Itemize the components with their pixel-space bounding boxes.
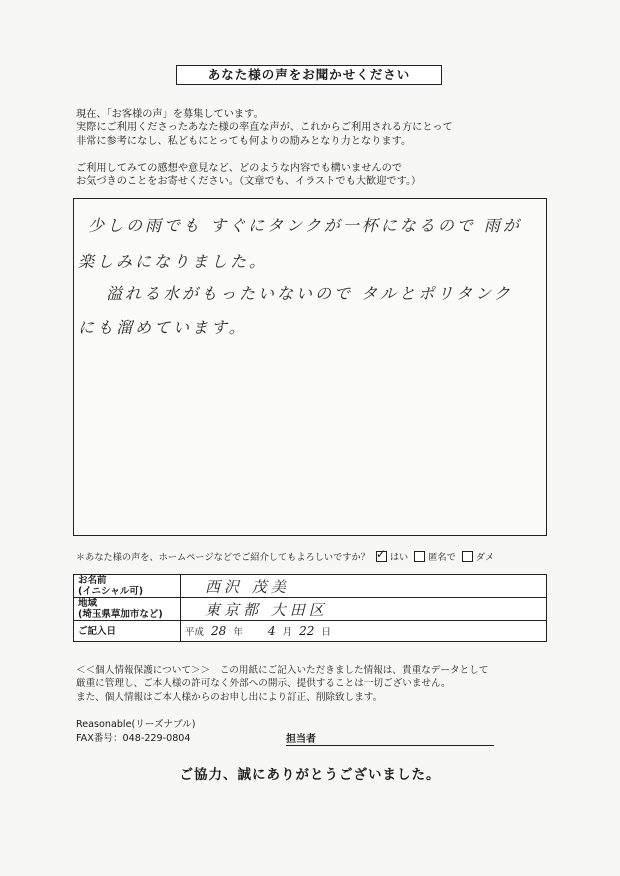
date-label: ご記入日 (74, 621, 181, 642)
info-table (73, 574, 547, 642)
date-day: 22 (299, 624, 315, 638)
checkbox-checked-icon[interactable] (376, 551, 387, 562)
consent-question (76, 549, 494, 563)
name-label-main: お名前 (78, 575, 107, 586)
intro-line: 現在、「お客様の声」を募集しています。 (76, 109, 264, 120)
date-month: 4 (267, 624, 276, 638)
privacy-line: 厳重に管理し、ご本人様の許可なく外部への開示、提供することは一切ございません。 (76, 678, 451, 690)
name-label (74, 575, 181, 598)
staff-field[interactable] (286, 730, 494, 746)
consent-option-anonymous[interactable] (414, 549, 456, 563)
comment-line: 少しの雨でも すぐにタンクが一杯になるので 雨が (88, 216, 522, 235)
consent-option-label: はい (389, 552, 409, 563)
consent-option-label: ダメ (475, 552, 495, 563)
checkbox-icon[interactable] (414, 551, 425, 562)
consent-option-label: 匿名で (428, 552, 456, 563)
date-era: 平成 (185, 627, 205, 638)
intro-line: 非常に参考になし、私どもにとっても何よりの励みとなり力となります。 (76, 135, 412, 147)
comment-line: にも溜めています。 (78, 318, 248, 337)
date-month-unit: 月 (282, 627, 293, 638)
date-year-unit: 年 (233, 627, 243, 638)
date-row (74, 621, 547, 642)
date-year: 28 (211, 624, 227, 638)
thanks-message: ご協力、誠にありがとうございました。 (179, 767, 441, 783)
comment-box[interactable] (73, 198, 547, 536)
area-label-main: 地域 (78, 598, 98, 609)
name-field[interactable] (181, 575, 547, 598)
privacy-line: ＜＜個人情報保護について＞＞ この用紙にご記入いただきました情報は、貴重なデータとして (76, 665, 489, 676)
area-label (74, 598, 181, 621)
privacy-notice (76, 664, 488, 704)
consent-option-yes[interactable] (376, 549, 408, 563)
area-label-sub: (埼玉県草加市など) (78, 609, 163, 620)
area-row (74, 598, 547, 621)
comment-line: 楽しみになりました。 (78, 252, 269, 271)
name-value: 西沢 茂美 (205, 577, 290, 596)
name-label-sub: (イニシャル可) (78, 586, 144, 597)
area-value: 東京都 大田区 (205, 600, 328, 619)
intro-line: ご利用してみての感想や意見など、どのような内容でも構いませんので (76, 163, 402, 174)
company-name: Reasonable(リーズナブル) (76, 719, 196, 730)
comment-line: 溢れる水がもったいないので タルとポリタンク (106, 284, 513, 303)
date-field[interactable] (181, 621, 547, 642)
name-row (74, 575, 547, 598)
consent-option-no[interactable] (462, 549, 494, 563)
company-fax: FAX番号：048-229-0804 (76, 733, 191, 744)
intro-line: 実際にご利用くださったあなた様の率直な声が、これからご利用される方にとって (76, 122, 453, 134)
privacy-line: また、個人情報はご本人様からのお申し出により訂正、削除致します。 (76, 691, 383, 703)
company-info (76, 718, 196, 746)
checkbox-icon[interactable] (462, 551, 473, 562)
area-field[interactable] (181, 598, 547, 621)
intro-paragraph-1 (76, 108, 556, 148)
staff-label: 担当者 (286, 734, 316, 745)
date-day-unit: 日 (321, 627, 331, 638)
form-title: あなた様の声をお聞かせください (176, 65, 442, 85)
consent-question-text: ＊あなた様の声を、ホームページなどでご紹介してもよろしいですか？ (76, 552, 370, 563)
intro-paragraph-2 (76, 162, 556, 189)
intro-line: お気づきのことをお寄せください。（文章でも、イラストでも大歓迎です。） (76, 176, 422, 188)
